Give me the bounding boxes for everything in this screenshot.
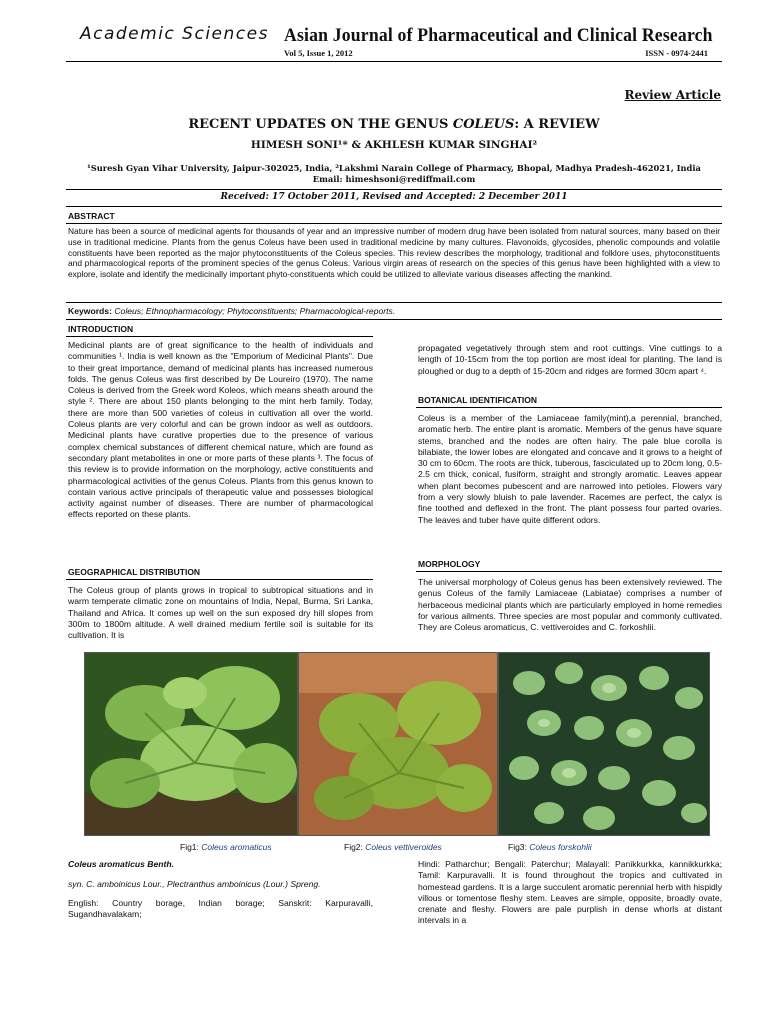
species-common-names: English: Country borage, Indian borage; Sanskrit: Karpuravalli, Sugandhavalakam; [68,898,373,920]
figure-1-illustration [85,653,297,835]
keywords-label: Keywords: [68,306,115,316]
figure-2-species: Coleus vettiveroides [365,842,442,852]
figure-coleus-forskohlii [498,652,710,836]
affiliation: ¹Suresh Gyan Vihar University, Jaipur-302025, India, ²Lakshmi Narain College of Pharmacy, Bhopal, Madhya Pradesh-462021, India [87,163,701,173]
figure-2-label: Fig2: [344,842,366,852]
figure-1-species: Coleus aromaticus [201,842,272,852]
botanical-heading: BOTANICAL IDENTIFICATION [418,395,537,405]
header-rule [66,61,722,62]
figure-3-label: Fig3: [508,842,530,852]
volume-info: Vol 5, Issue 1, 2012 [284,48,353,58]
geo-heading: GEOGRAPHICAL DISTRIBUTION [68,567,201,577]
abstract-heading: ABSTRACT [68,211,115,221]
title-prefix: RECENT UPDATES ON THE GENUS [188,117,453,132]
figure-1-label: Fig1: [180,842,202,852]
figure-coleus-vettiveroides [298,652,498,836]
intro-text: Medicinal plants are of great significance to the health of individuals and communities ¹. India is well known as the "Emporium of Medicinal Plants". Due to their great importance, demand of medicinal plants has increased numerous folds. The genus Coleus was first described by De Loureiro (1970). The name Coleus is derived from the Greek word Koleos, which means sheath around the style ². There are about 150 plants belonging to the mint herb family. Today, there are more than 500 varieties of coleus in cultivation all over the world. Coleus plants are very colorful and can be grown indoor as well as outdoors. Medicinal plants have curative properties due to the presence of various complex chemical substances of different chemical nature, which are found as secondary plant metabolites in one or more parts of these plants ³. The focus of this review is to provide information on the morphology, active constituents and pharmacological activities of the genus Coleus. Plants from this genus known to contain various active principals of therapeutic value and possesses biological activity against number of diseases. There are number of pharmacological effects reported on these plants. [68,340,373,520]
morphology-text: The universal morphology of Coleus genus has been extensively reviewed. The genus Coleus of the family Lamiaceae (Labiatae) comprises a number of herbaceous medicinal plants which are particularly employed in home remedies for various ailments. Three species are most popular and commonly cultivated. They are Coleus aromaticus, C. vettiveroides and C. forkoshlii. [418,577,722,633]
morphology-rule [416,571,722,572]
title-suffix: : A REVIEW [514,117,600,132]
morphology-heading: MORPHOLOGY [418,559,481,569]
figure-1-caption [180,842,272,852]
figure-coleus-aromaticus [84,652,298,836]
botanical-text: Coleus is a member of the Lamiaceae family(mint),a perennial, branched, aromatic herb. The entire plant is aromatic. Members of the genus have square stems, branched and the nodes are often hairy. The pale blue corolla is bilabiate, the lower lobes are elongated and concave and it grows to a height of 30 cm to 60cm. The roots are thick, tuberous, fasciculated up to 20cm long, 0.5- 2.5 cm thick, conical, fusiform, straight and strongly aromatic. Leaves appear when plant becomes pubescent and are narrowed into petioles. Flowers vary from a very slowly bluish to pale lavender. Racemes are perfect, the calyx is fine toothed and deflexed in the front. The plant possess four parted ovaries. The leaves and tuber have quite different odors. [418,413,722,525]
issn: ISSN - 0974-2441 [645,48,708,58]
intro-heading: INTRODUCTION [68,324,134,334]
keywords-text: Coleus; Ethnopharmacology; Phytoconstituents; Pharmacological-reports. [114,306,396,316]
figure-2-caption [344,842,442,852]
propagation-text: propagated vegetatively through stem and root cuttings. Vine cuttings to a length of 10-15cm from the top portion are most ideal for planting. The land is ploughed or dug to a depth of 15-20cm and ridges are formed 30cm apart ⁴. [418,343,722,376]
abstract-rule [66,223,722,224]
geo-text: The Coleus group of plants grows in tropical to subtropical situations and in warm temperate climatic zone on mountains of India, Nepal, Burma, Sri Lanka, Thailand and Africa. It comes up well on the sun exposed dry hill slopes from 300m to 1800m altitude. A well drained medium fertile soil is suitable for its cultivation. It is [68,585,373,641]
figure-3-species: Coleus forskohlii [529,842,592,852]
figure-3-caption [508,842,592,852]
species-synonyms: syn. C. amboinicus Lour., Plectranthus amboinicus (Lour.) Spreng. [68,879,321,889]
keywords-rule-bottom [66,319,722,320]
abstract-text: Nature has been a source of medicinal agents for thousands of year and an impressive number of modern drug have been isolated from natural sources, many based on their use in traditional medicine. Plants from the genus Coleus have been used in traditional medicine by many cultures. Flavonoids, glycosides, phenolic compounds and volatile constituents have been reported as the major phytoconstituents of the Coleus species. This review describes the morphology, traditional and folklore uses, phytoconstituents and pharmacological reports of the prominent species of the genus Coleus. Various virgin areas of research on the species of this genus have been highlighted with a view to explore, isolate and identify the medicinally important phyto-constituents which could be utilized to alleviate various diseases affecting the mankind. [68,226,720,280]
email: Email: himeshsoni@rediffmail.com [312,174,476,184]
journal-title: Asian Journal of Pharmaceutical and Clinical Research [284,25,713,46]
keywords-rule-top [66,302,722,303]
received-dates: Received: 17 October 2011, Revised and Accepted: 2 December 2011 [220,192,568,202]
botanical-rule [416,407,722,408]
intro-rule [66,336,373,337]
keywords [68,306,720,317]
received-rule-bottom [66,206,722,207]
title-genus: COLEUS [452,117,515,132]
article-title [66,117,722,132]
geo-rule [66,579,373,580]
figure-2-illustration [299,653,497,835]
publisher-brand: Academic Sciences [80,24,269,44]
article-type: Review Article [624,88,721,102]
received-rule-top [66,189,722,190]
figure-3-illustration [499,653,709,835]
species-description: Hindi: Patharchur; Bengali: Paterchur; Malayali: Panikkurkka, kannikkurkka; Tamil: Karpuravalli. It is found throughout the tropics and cultivated in homestead gardens. It is a large succulent aromatic perennial herb with hispidly villous or tomentose fleshy stem. Leaves are simple, opposite, broadly ovate, crenate and fleshy. Flowers are pale purplish in dense whorls at distant intervals in a [418,859,722,926]
species-title: Coleus aromaticus Benth. [68,859,175,869]
authors: HIMESH SONI¹* & AKHLESH KUMAR SINGHAI² [250,139,538,151]
